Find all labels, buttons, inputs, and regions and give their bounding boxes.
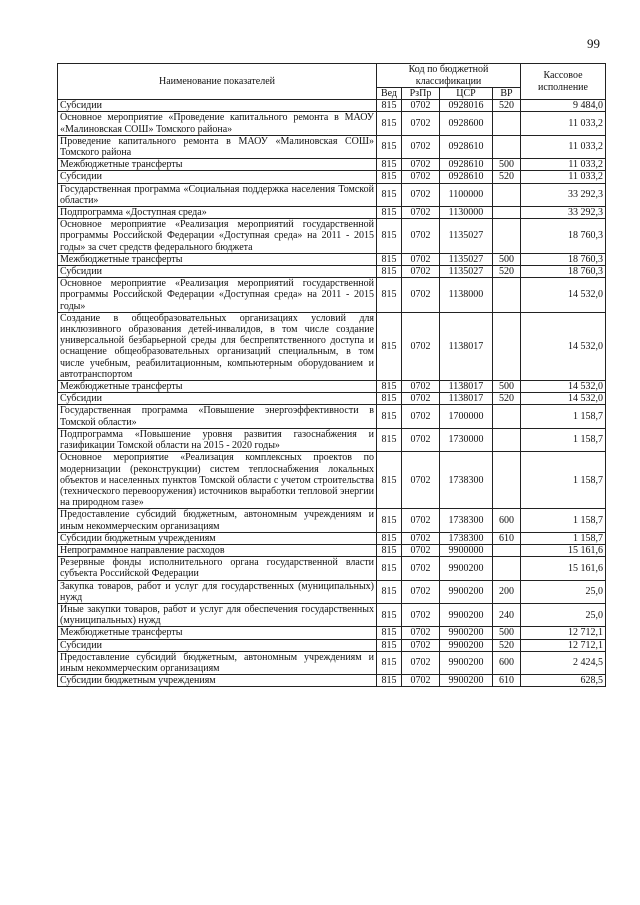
cell-amount: 628,5 xyxy=(521,675,606,687)
cell-ved: 815 xyxy=(377,532,402,544)
cell-vr xyxy=(493,428,521,451)
cell-ved: 815 xyxy=(377,219,402,254)
table-row xyxy=(58,405,606,428)
cell-vr: 520 xyxy=(493,100,521,112)
cell-amount: 1 158,7 xyxy=(521,532,606,544)
cell-amount: 9 484,0 xyxy=(521,100,606,112)
cell-amount: 25,0 xyxy=(521,603,606,626)
cell-vr: 610 xyxy=(493,532,521,544)
cell-name: Подпрограмма «Доступная среда» xyxy=(58,207,377,219)
header-cash: Кассовое исполнение xyxy=(521,64,606,100)
cell-ved: 815 xyxy=(377,639,402,651)
cell-csr: 9900200 xyxy=(440,557,493,580)
cell-rzpr: 0702 xyxy=(402,452,440,509)
cell-csr: 1700000 xyxy=(440,405,493,428)
cell-rzpr: 0702 xyxy=(402,253,440,265)
cell-rzpr: 0702 xyxy=(402,544,440,556)
cell-amount: 25,0 xyxy=(521,580,606,603)
table-row xyxy=(58,532,606,544)
cell-csr: 1738300 xyxy=(440,509,493,532)
table-row xyxy=(58,278,606,313)
header-csr: ЦСР xyxy=(440,88,493,100)
cell-csr: 1138000 xyxy=(440,278,493,313)
cell-vr: 600 xyxy=(493,509,521,532)
cell-csr: 1730000 xyxy=(440,428,493,451)
cell-amount: 33 292,3 xyxy=(521,183,606,206)
cell-rzpr: 0702 xyxy=(402,100,440,112)
cell-vr: 520 xyxy=(493,393,521,405)
cell-ved: 815 xyxy=(377,312,402,380)
cell-csr: 1135027 xyxy=(440,253,493,265)
table-row xyxy=(58,112,606,135)
table-row xyxy=(58,253,606,265)
cell-ved: 815 xyxy=(377,580,402,603)
table-row xyxy=(58,452,606,509)
cell-vr xyxy=(493,544,521,556)
table-row xyxy=(58,627,606,639)
cell-vr xyxy=(493,405,521,428)
cell-rzpr: 0702 xyxy=(402,183,440,206)
cell-csr: 9900200 xyxy=(440,603,493,626)
cell-amount: 2 424,5 xyxy=(521,651,606,674)
cell-name: Межбюджетные трансферты xyxy=(58,159,377,171)
cell-ved: 815 xyxy=(377,452,402,509)
cell-vr xyxy=(493,219,521,254)
table-body xyxy=(58,100,606,687)
cell-amount: 11 033,2 xyxy=(521,159,606,171)
cell-ved: 815 xyxy=(377,135,402,158)
cell-name: Государственная программа «Социальная поддержка населения Томской области» xyxy=(58,183,377,206)
cell-ved: 815 xyxy=(377,651,402,674)
cell-csr: 9900000 xyxy=(440,544,493,556)
cell-name: Основное мероприятие «Реализация комплексных проектов по модернизации (реконструкции) систем теплоснабжения локальных объектов и населенных пунктов Томской области с учетом строительства (технического перевооружения) источников выработки тепловой энергии на природном газе» xyxy=(58,452,377,509)
cell-name: Субсидии бюджетным учреждениям xyxy=(58,675,377,687)
cell-amount: 14 532,0 xyxy=(521,381,606,393)
table-header xyxy=(58,64,606,100)
cell-csr: 0928600 xyxy=(440,112,493,135)
cell-vr: 500 xyxy=(493,627,521,639)
cell-vr: 610 xyxy=(493,675,521,687)
table-row xyxy=(58,509,606,532)
table-row xyxy=(58,557,606,580)
table-row xyxy=(58,219,606,254)
cell-name: Субсидии xyxy=(58,266,377,278)
cell-rzpr: 0702 xyxy=(402,381,440,393)
cell-csr: 1138017 xyxy=(440,393,493,405)
cell-csr: 9900200 xyxy=(440,639,493,651)
cell-vr xyxy=(493,278,521,313)
cell-name: Предоставление субсидий бюджетным, автономным учреждениям и иным некоммерческим организациям xyxy=(58,509,377,532)
table-row xyxy=(58,266,606,278)
cell-amount: 14 532,0 xyxy=(521,312,606,380)
cell-vr: 500 xyxy=(493,381,521,393)
cell-rzpr: 0702 xyxy=(402,580,440,603)
cell-csr: 1138017 xyxy=(440,381,493,393)
cell-ved: 815 xyxy=(377,393,402,405)
cell-name: Межбюджетные трансферты xyxy=(58,253,377,265)
cell-ved: 815 xyxy=(377,171,402,183)
cell-amount: 14 532,0 xyxy=(521,278,606,313)
cell-rzpr: 0702 xyxy=(402,135,440,158)
cell-ved: 815 xyxy=(377,278,402,313)
table-row xyxy=(58,159,606,171)
cell-ved: 815 xyxy=(377,603,402,626)
cell-rzpr: 0702 xyxy=(402,159,440,171)
header-vr: ВР xyxy=(493,88,521,100)
cell-ved: 815 xyxy=(377,405,402,428)
cell-ved: 815 xyxy=(377,266,402,278)
cell-ved: 815 xyxy=(377,509,402,532)
cell-rzpr: 0702 xyxy=(402,278,440,313)
table-row xyxy=(58,651,606,674)
header-ved: Вед xyxy=(377,88,402,100)
table-row xyxy=(58,135,606,158)
cell-csr: 1135027 xyxy=(440,219,493,254)
cell-vr xyxy=(493,135,521,158)
cell-rzpr: 0702 xyxy=(402,171,440,183)
cell-rzpr: 0702 xyxy=(402,557,440,580)
cell-name: Субсидии xyxy=(58,639,377,651)
cell-ved: 815 xyxy=(377,100,402,112)
cell-ved: 815 xyxy=(377,183,402,206)
cell-amount: 1 158,7 xyxy=(521,452,606,509)
cell-csr: 1135027 xyxy=(440,266,493,278)
budget-table xyxy=(57,63,606,687)
cell-rzpr: 0702 xyxy=(402,675,440,687)
cell-rzpr: 0702 xyxy=(402,651,440,674)
cell-rzpr: 0702 xyxy=(402,639,440,651)
cell-ved: 815 xyxy=(377,159,402,171)
cell-rzpr: 0702 xyxy=(402,219,440,254)
cell-amount: 18 760,3 xyxy=(521,253,606,265)
cell-amount: 18 760,3 xyxy=(521,266,606,278)
cell-vr: 500 xyxy=(493,159,521,171)
table-row xyxy=(58,171,606,183)
cell-csr: 9900200 xyxy=(440,580,493,603)
cell-ved: 815 xyxy=(377,627,402,639)
cell-name: Иные закупки товаров, работ и услуг для обеспечения государственных (муниципальных) нужд xyxy=(58,603,377,626)
cell-amount: 18 760,3 xyxy=(521,219,606,254)
cell-name: Основное мероприятие «Проведение капитального ремонта в МАОУ «Малиновская СОШ» Томского района» xyxy=(58,112,377,135)
cell-vr xyxy=(493,452,521,509)
header-rzpr: РзПр xyxy=(402,88,440,100)
cell-csr: 1138017 xyxy=(440,312,493,380)
cell-csr: 9900200 xyxy=(440,651,493,674)
cell-ved: 815 xyxy=(377,112,402,135)
table-row xyxy=(58,675,606,687)
cell-rzpr: 0702 xyxy=(402,532,440,544)
cell-ved: 815 xyxy=(377,381,402,393)
cell-csr: 1738300 xyxy=(440,452,493,509)
table-row xyxy=(58,100,606,112)
cell-name: Межбюджетные трансферты xyxy=(58,627,377,639)
cell-rzpr: 0702 xyxy=(402,312,440,380)
table-row xyxy=(58,312,606,380)
cell-ved: 815 xyxy=(377,544,402,556)
cell-name: Проведение капитального ремонта в МАОУ «Малиновская СОШ» Томского района xyxy=(58,135,377,158)
cell-rzpr: 0702 xyxy=(402,207,440,219)
cell-amount: 14 532,0 xyxy=(521,393,606,405)
cell-vr xyxy=(493,312,521,380)
table-row xyxy=(58,544,606,556)
cell-csr: 1130000 xyxy=(440,207,493,219)
cell-vr: 520 xyxy=(493,171,521,183)
cell-rzpr: 0702 xyxy=(402,405,440,428)
cell-vr xyxy=(493,557,521,580)
cell-csr: 0928610 xyxy=(440,135,493,158)
cell-rzpr: 0702 xyxy=(402,509,440,532)
cell-ved: 815 xyxy=(377,207,402,219)
cell-rzpr: 0702 xyxy=(402,428,440,451)
header-code-group: Код по бюджетной классификации xyxy=(377,64,521,88)
cell-rzpr: 0702 xyxy=(402,393,440,405)
table-row xyxy=(58,639,606,651)
cell-amount: 1 158,7 xyxy=(521,405,606,428)
cell-name: Субсидии xyxy=(58,171,377,183)
cell-name: Подпрограмма «Повышение уровня развития газоснабжения и газификации Томской области на 2015 - 2020 годы» xyxy=(58,428,377,451)
cell-vr xyxy=(493,112,521,135)
cell-csr: 9900200 xyxy=(440,675,493,687)
cell-amount: 1 158,7 xyxy=(521,509,606,532)
cell-name: Межбюджетные трансферты xyxy=(58,381,377,393)
cell-vr: 240 xyxy=(493,603,521,626)
cell-ved: 815 xyxy=(377,428,402,451)
cell-amount: 11 033,2 xyxy=(521,112,606,135)
cell-vr: 520 xyxy=(493,266,521,278)
cell-name: Непрограммное направление расходов xyxy=(58,544,377,556)
cell-vr xyxy=(493,207,521,219)
cell-amount: 11 033,2 xyxy=(521,135,606,158)
cell-name: Основное мероприятие «Реализация мероприятий государственной программы Российской Федерации «Доступная среда» на 2011 - 2015 годы» xyxy=(58,278,377,313)
table-row xyxy=(58,603,606,626)
cell-name: Государственная программа «Повышение энергоэффективности в Томской области» xyxy=(58,405,377,428)
cell-rzpr: 0702 xyxy=(402,112,440,135)
cell-name: Создание в общеобразовательных организациях условий для инклюзивного образования детей-инвалидов, в том числе создание универсальной безбарьерной среды для беспрепятственного доступа и оснащение общеобразовательных организаций специальным, в том числе учебным, реабилитационным, компьютерным оборудованием и автотранспортом xyxy=(58,312,377,380)
cell-name: Закупка товаров, работ и услуг для государственных (муниципальных) нужд xyxy=(58,580,377,603)
table-row xyxy=(58,207,606,219)
cell-rzpr: 0702 xyxy=(402,603,440,626)
cell-rzpr: 0702 xyxy=(402,266,440,278)
cell-amount: 12 712,1 xyxy=(521,639,606,651)
cell-rzpr: 0702 xyxy=(402,627,440,639)
cell-csr: 0928016 xyxy=(440,100,493,112)
table-row xyxy=(58,381,606,393)
cell-ved: 815 xyxy=(377,253,402,265)
cell-vr xyxy=(493,183,521,206)
table-row xyxy=(58,428,606,451)
page-number: 99 xyxy=(587,36,600,51)
cell-vr: 600 xyxy=(493,651,521,674)
cell-name: Основное мероприятие «Реализация мероприятий государственной программы Российской Федерации «Доступная среда» на 2011 - 2015 годы» за счет средств федерального бюджета xyxy=(58,219,377,254)
cell-name: Субсидии бюджетным учреждениям xyxy=(58,532,377,544)
cell-amount: 1 158,7 xyxy=(521,428,606,451)
cell-amount: 15 161,6 xyxy=(521,557,606,580)
cell-csr: 9900200 xyxy=(440,627,493,639)
cell-amount: 12 712,1 xyxy=(521,627,606,639)
cell-ved: 815 xyxy=(377,557,402,580)
cell-csr: 0928610 xyxy=(440,159,493,171)
cell-name: Субсидии xyxy=(58,100,377,112)
table-row xyxy=(58,580,606,603)
table-row xyxy=(58,393,606,405)
cell-amount: 33 292,3 xyxy=(521,207,606,219)
cell-ved: 815 xyxy=(377,675,402,687)
cell-amount: 15 161,6 xyxy=(521,544,606,556)
header-name: Наименование показателей xyxy=(58,64,377,100)
cell-csr: 0928610 xyxy=(440,171,493,183)
cell-csr: 1738300 xyxy=(440,532,493,544)
cell-name: Резервные фонды исполнительного органа государственной власти субъекта Российской Федерации xyxy=(58,557,377,580)
cell-name: Предоставление субсидий бюджетным, автономным учреждениям и иным некоммерческим организациям xyxy=(58,651,377,674)
cell-amount: 11 033,2 xyxy=(521,171,606,183)
table-row xyxy=(58,183,606,206)
cell-vr: 200 xyxy=(493,580,521,603)
cell-vr: 500 xyxy=(493,253,521,265)
cell-name: Субсидии xyxy=(58,393,377,405)
cell-vr: 520 xyxy=(493,639,521,651)
cell-csr: 1100000 xyxy=(440,183,493,206)
